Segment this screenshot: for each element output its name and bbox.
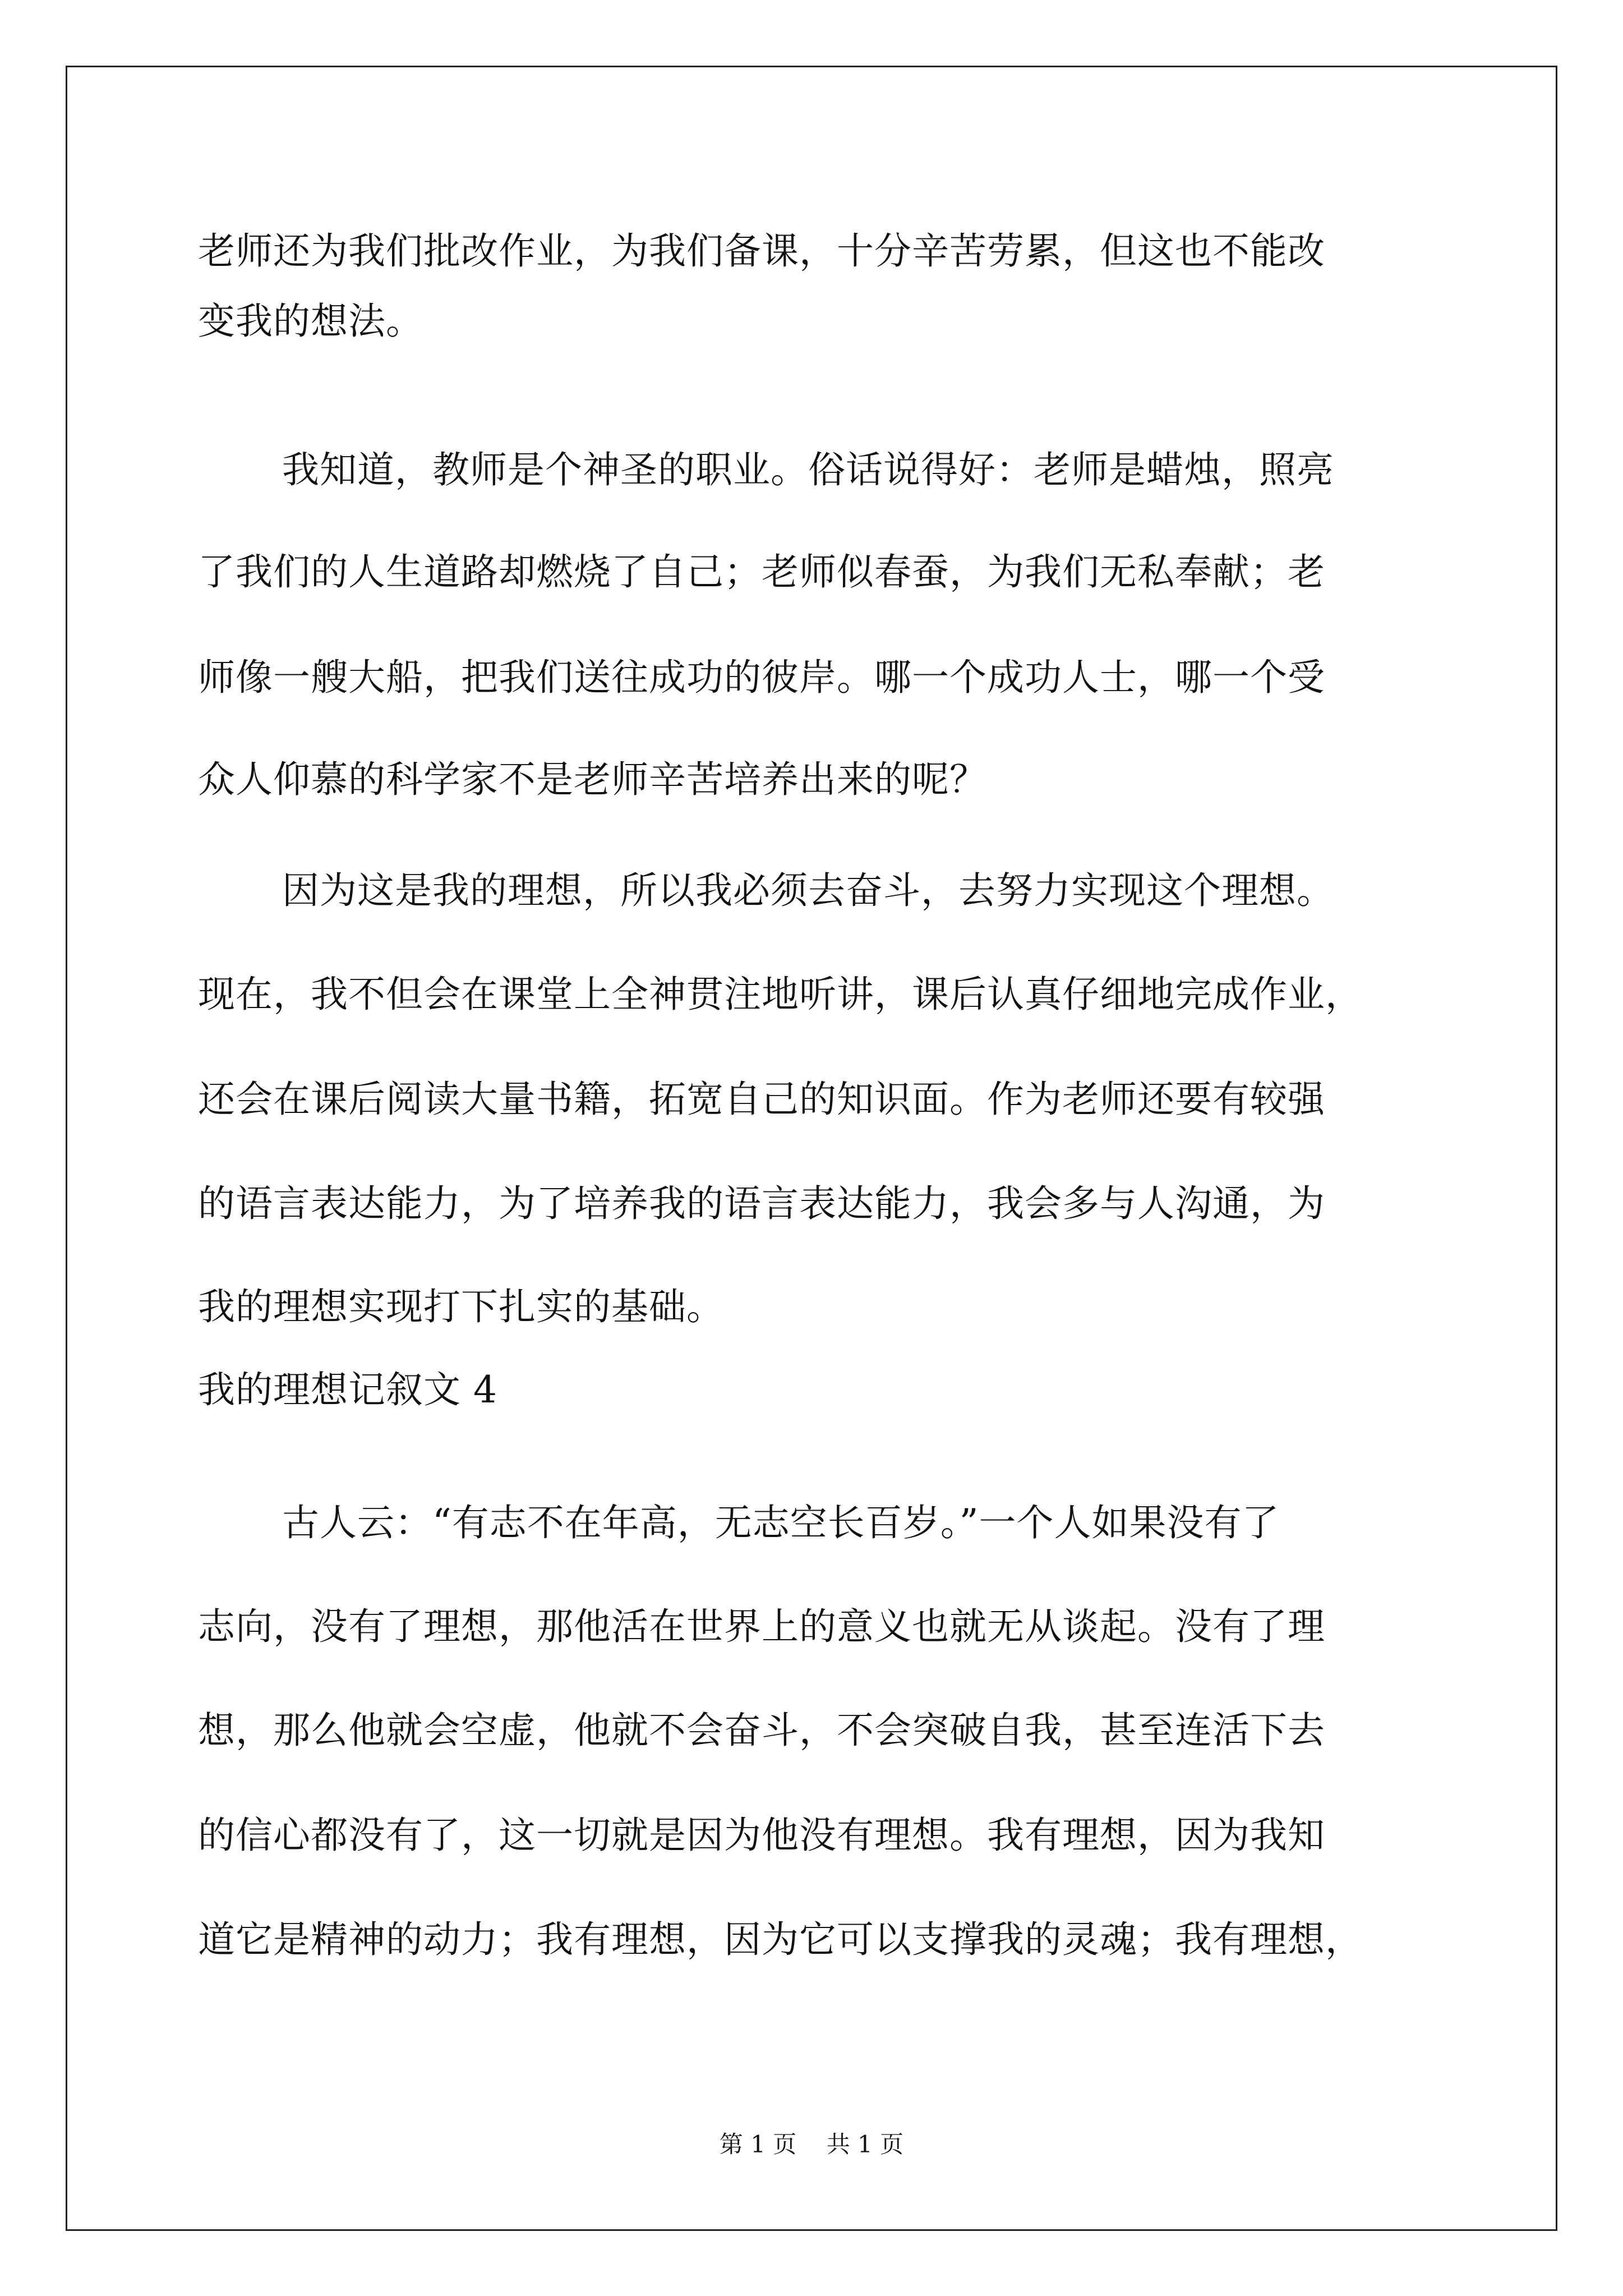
body-line-7: 因为这是我的理想，所以我必须去奋斗，去努力实现这个理想。 bbox=[282, 869, 1334, 912]
body-line-14: 想，那么他就会空虚，他就不会奋斗，不会突破自我，甚至连活下去 bbox=[198, 1709, 1325, 1752]
section-heading: 我的理想记叙文 4 bbox=[198, 1368, 497, 1411]
page-border bbox=[66, 66, 1557, 2231]
body-line-2: 变我的想法。 bbox=[198, 300, 423, 343]
body-line-12: 古人云：“有志不在年高，无志空长百岁。”一个人如果没有了 bbox=[282, 1501, 1280, 1544]
body-line-15: 的信心都没有了，这一切就是因为他没有理想。我有理想，因为我知 bbox=[198, 1814, 1325, 1857]
body-line-10: 的语言表达能力，为了培养我的语言表达能力，我会多与人沟通，为 bbox=[198, 1182, 1325, 1225]
body-line-11: 我的理想实现打下扎实的基础。 bbox=[198, 1285, 724, 1328]
body-line-6: 众人仰慕的科学家不是老师辛苦培养出来的呢？ bbox=[198, 758, 987, 801]
body-line-1: 老师还为我们批改作业，为我们备课，十分辛苦劳累，但这也不能改 bbox=[198, 229, 1325, 273]
body-line-5: 师像一艘大船，把我们送往成功的彼岸。哪一个成功人士，哪一个受 bbox=[198, 656, 1325, 699]
body-line-13: 志向，没有了理想，那他活在世界上的意义也就无从谈起。没有了理 bbox=[198, 1605, 1325, 1648]
page-footer: 第 1 页 共 1 页 bbox=[719, 2131, 904, 2158]
body-line-4: 了我们的人生道路却燃烧了自己；老师似春蚕，为我们无私奉献；老 bbox=[198, 550, 1325, 593]
body-line-9: 还会在课后阅读大量书籍，拓宽自己的知识面。作为老师还要有较强 bbox=[198, 1078, 1325, 1121]
body-line-16: 道它是精神的动力；我有理想，因为它可以支撑我的灵魂；我有理想， bbox=[198, 1918, 1363, 1961]
body-line-8: 现在，我不但会在课堂上全神贯注地听讲，课后认真仔细地完成作业， bbox=[198, 973, 1363, 1016]
body-line-3: 我知道，教师是个神圣的职业。俗话说得好：老师是蜡烛，照亮 bbox=[282, 448, 1334, 491]
